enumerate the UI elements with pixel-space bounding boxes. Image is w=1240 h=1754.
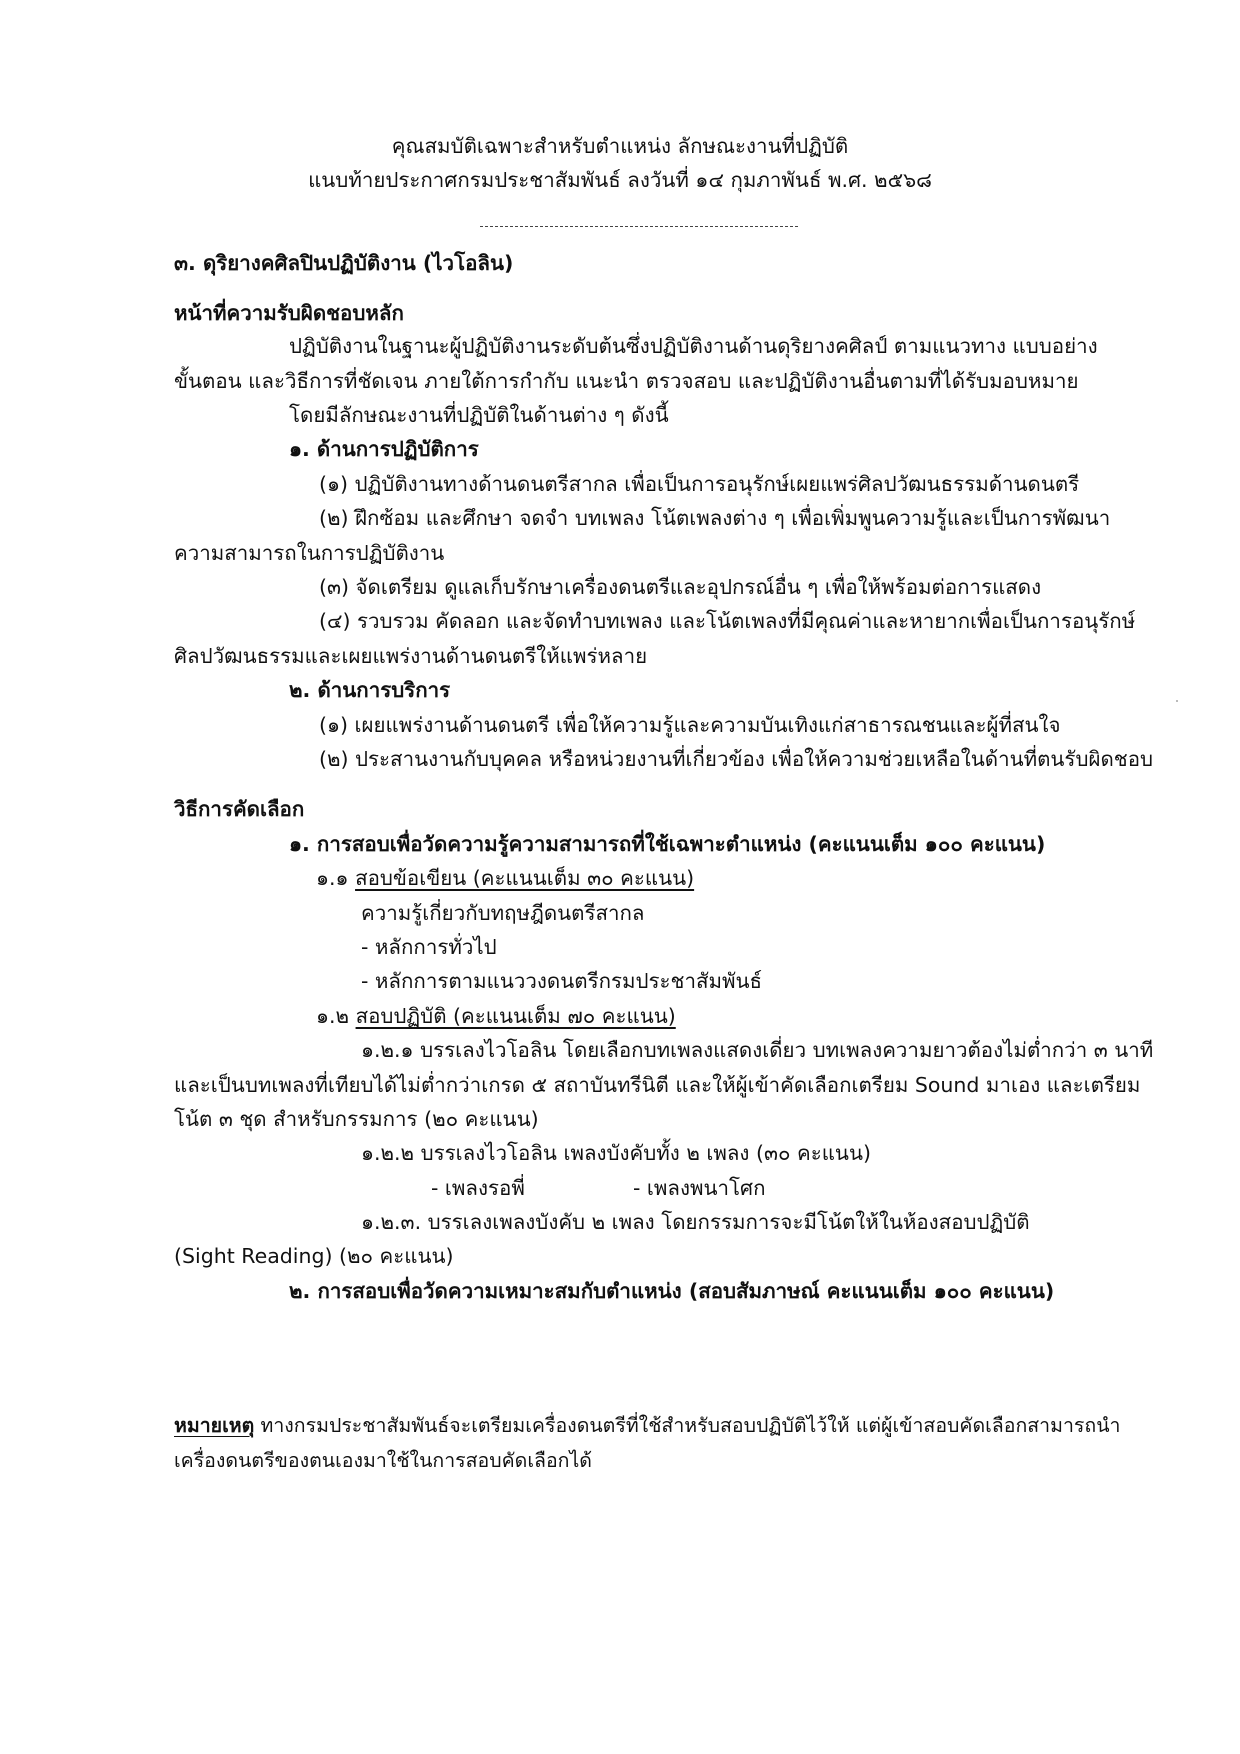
section-1-item-2: (๒) ฝึกซ้อม และศึกษา จดจำ บทเพลง โน้ตเพลงต่าง ๆ เพื่อเพิ่มพูนความรู้และเป็นการพัฒนา (319, 506, 1111, 530)
header-line-1: คุณสมบัติเฉพาะสำหรับตำแหน่ง ลักษณะงานที่ปฏิบัติ (391, 134, 849, 158)
written-test-line (316, 864, 694, 892)
duties-intro-3: โดยมีลักษณะงานที่ปฏิบัติในด้านต่าง ๆ ดังนี้ (289, 403, 669, 427)
header-line-2: แนบท้ายประกาศกรมประชาสัมพันธ์ ลงวันที่ ๑๔ กุมภาพันธ์ พ.ศ. ๒๕๖๘ (308, 168, 932, 192)
note-line-1 (174, 1412, 1120, 1440)
section-1-item-4: (๔) รวบรวม คัดลอก และจัดทำบทเพลง และโน้ตเพลงที่มีคุณค่าและหายากเพื่อเป็นการอนุรักษ์ (319, 609, 1136, 633)
note-text: ทางกรมประชาสัมพันธ์จะเตรียมเครื่องดนตรีที่ใช้สำหรับสอบปฏิบัติไว้ให้ แต่ผู้เข้าสอบคัดเลือกสามารถนำ (254, 1414, 1121, 1437)
section-2-item-2: (๒) ประสานงานกับบุคคล หรือหน่วยงานที่เกี่ยวข้อง เพื่อให้ความช่วยเหลือในด้านที่ตนรับผิดชอบ (319, 747, 1154, 771)
practical-test-line (316, 1002, 676, 1030)
header-divider (480, 226, 798, 227)
note-label: หมายเหตุ (174, 1414, 255, 1437)
required-song-2: - เพลงพนาโศก (633, 1176, 766, 1200)
test-1-title: ๑. การสอบเพื่อวัดความรู้ความสามารถที่ใช้เฉพาะตำแหน่ง (คะแนนเต็ม ๑๐๐ คะแนน) (289, 832, 1046, 856)
written-test-label: สอบข้อเขียน (คะแนนเต็ม ๓๐ คะแนน) (355, 866, 695, 890)
practical-test-label: สอบปฏิบัติ (คะแนนเต็ม ๗๐ คะแนน) (355, 1004, 676, 1028)
duties-intro-1: ปฏิบัติงานในฐานะผู้ปฏิบัติงานระดับต้นซึ่งปฏิบัติงานด้านดุริยางคศิลป์ ตามแนวทาง แบบอย่าง (289, 334, 1098, 358)
written-test-bullet-2: - หลักการตามแนววงดนตรีกรมประชาสัมพันธ์ (361, 969, 763, 993)
section-1-item-3: (๓) จัดเตรียม ดูแลเก็บรักษาเครื่องดนตรีและอุปกรณ์อื่น ๆ เพื่อให้พร้อมต่อการแสดง (319, 575, 1042, 599)
position-title: ๓. ดุริยางคศิลปินปฏิบัติงาน (ไวโอลิน) (174, 251, 514, 275)
section-1-item-2-cont: ความสามารถในการปฏิบัติงาน (174, 541, 445, 565)
written-test-bullet-1: - หลักการทั่วไป (361, 935, 497, 959)
required-song-1: - เพลงรอพี่ (431, 1176, 525, 1200)
scan-speck (1176, 700, 1178, 702)
selection-heading: วิธีการคัดเลือก (174, 797, 305, 821)
note-line-2: เครื่องดนตรีของตนเองมาใช้ในการสอบคัดเลือกได้ (174, 1449, 592, 1472)
practical-item-1-cont-2: โน้ต ๓ ชุด สำหรับกรรมการ (๒๐ คะแนน) (174, 1107, 539, 1131)
written-test-number: ๑.๑ (316, 866, 356, 890)
practical-item-3-cont: (Sight Reading) (๒๐ คะแนน) (174, 1244, 454, 1268)
practical-item-2: ๑.๒.๒ บรรเลงไวโอลิน เพลงบังคับทั้ง ๒ เพลง (๓๐ คะแนน) (361, 1141, 871, 1165)
section-2-item-1: (๑) เผยแพร่งานด้านดนตรี เพื่อให้ความรู้และความบันเทิงแก่สาธารณชนและผู้ที่สนใจ (319, 713, 1061, 737)
test-2-title: ๒. การสอบเพื่อวัดความเหมาะสมกับตำแหน่ง (สอบสัมภาษณ์ คะแนนเต็ม ๑๐๐ คะแนน) (289, 1279, 1055, 1303)
duties-intro-2: ขั้นตอน และวิธีการที่ชัดเจน ภายใต้การกำกับ แนะนำ ตรวจสอบ และปฏิบัติงานอื่นตามที่ได้รับมอบหมาย (174, 369, 1079, 393)
section-1-title: ๑. ด้านการปฏิบัติการ (289, 437, 479, 461)
section-1-item-1: (๑) ปฏิบัติงานทางด้านดนตรีสากล เพื่อเป็นการอนุรักษ์เผยแพร่ศิลปวัฒนธรรมด้านดนตรี (319, 472, 1080, 496)
practical-item-1: ๑.๒.๑ บรรเลงไวโอลิน โดยเลือกบทเพลงแสดงเดี่ยว บทเพลงความยาวต้องไม่ต่ำกว่า ๓ นาที (361, 1038, 1154, 1062)
written-test-topic: ความรู้เกี่ยวกับทฤษฎีดนตรีสากล (361, 901, 645, 925)
section-1-item-4-cont: ศิลปวัฒนธรรมและเผยแพร่งานด้านดนตรีให้แพร่หลาย (174, 644, 648, 668)
practical-item-3: ๑.๒.๓. บรรเลงเพลงบังคับ ๒ เพลง โดยกรรมการจะมีโน้ตให้ในห้องสอบปฏิบัติ (361, 1210, 1030, 1234)
section-2-title: ๒. ด้านการบริการ (289, 678, 451, 702)
practical-test-number: ๑.๒ (316, 1004, 356, 1028)
duties-heading: หน้าที่ความรับผิดชอบหลัก (174, 301, 404, 325)
practical-item-1-cont-1: และเป็นบทเพลงที่เทียบได้ไม่ต่ำกว่าเกรด ๕ สถาบันทรีนิตี และให้ผู้เข้าคัดเลือกเตรียม Sound มาเอง และเตรียม (174, 1073, 1141, 1097)
